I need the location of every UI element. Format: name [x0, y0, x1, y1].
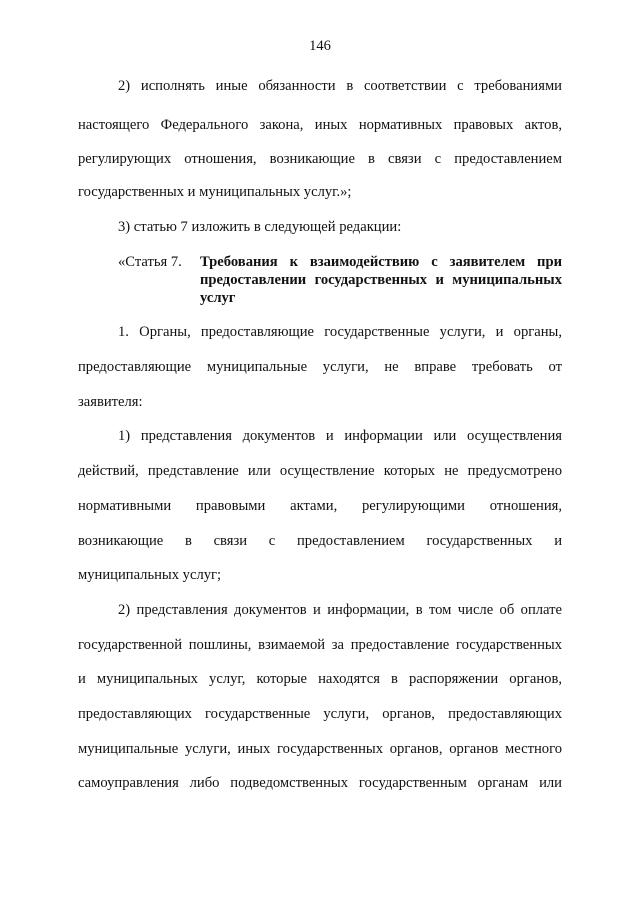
text-line: нормативными правовыми актами, регулирующими отношения, — [78, 498, 562, 514]
text-line: заявителя: — [78, 394, 143, 410]
text-line: предоставляющие муниципальные услуги, не вправе требовать от — [78, 359, 562, 375]
article-title-line: услуг — [200, 290, 236, 306]
text-line: 1. Органы, предоставляющие государственные услуги, и органы, — [118, 324, 562, 340]
text-line: муниципальные услуги, иных государственных органов, органов местного — [78, 741, 562, 757]
text-line: 2) исполнять иные обязанности в соответствии с требованиями — [118, 78, 562, 94]
text-line: настоящего Федерального закона, иных нормативных правовых актов, — [78, 117, 562, 133]
text-line: 3) статью 7 изложить в следующей редакции: — [118, 219, 402, 235]
text-line: предоставляющих государственные услуги, органов, предоставляющих — [78, 706, 562, 722]
text-line: 2) представления документов и информации, в том числе об оплате — [118, 602, 562, 618]
article-label: «Статья 7. — [118, 254, 182, 270]
text-line: регулирующих отношения, возникающие в связи с предоставлением — [78, 151, 562, 167]
article-title-line: предоставлении государственных и муниципальных — [200, 272, 562, 288]
text-line: возникающие в связи с предоставлением государственных и — [78, 533, 562, 549]
page-number: 146 — [309, 38, 331, 54]
article-title-line: Требования к взаимодействию с заявителем при — [200, 254, 562, 270]
text-line: муниципальных услуг; — [78, 567, 222, 583]
text-line: самоуправления либо подведомственных государственным органам или — [78, 775, 562, 791]
text-line: государственной пошлины, взимаемой за предоставление государственных — [78, 637, 562, 653]
text-line: государственных и муниципальных услуг.»; — [78, 184, 352, 200]
text-line: 1) представления документов и информации или осуществления — [118, 428, 562, 444]
text-line: действий, представление или осуществление которых не предусмотрено — [78, 463, 562, 479]
text-line: и муниципальных услуг, которые находятся в распоряжении органов, — [78, 671, 562, 687]
